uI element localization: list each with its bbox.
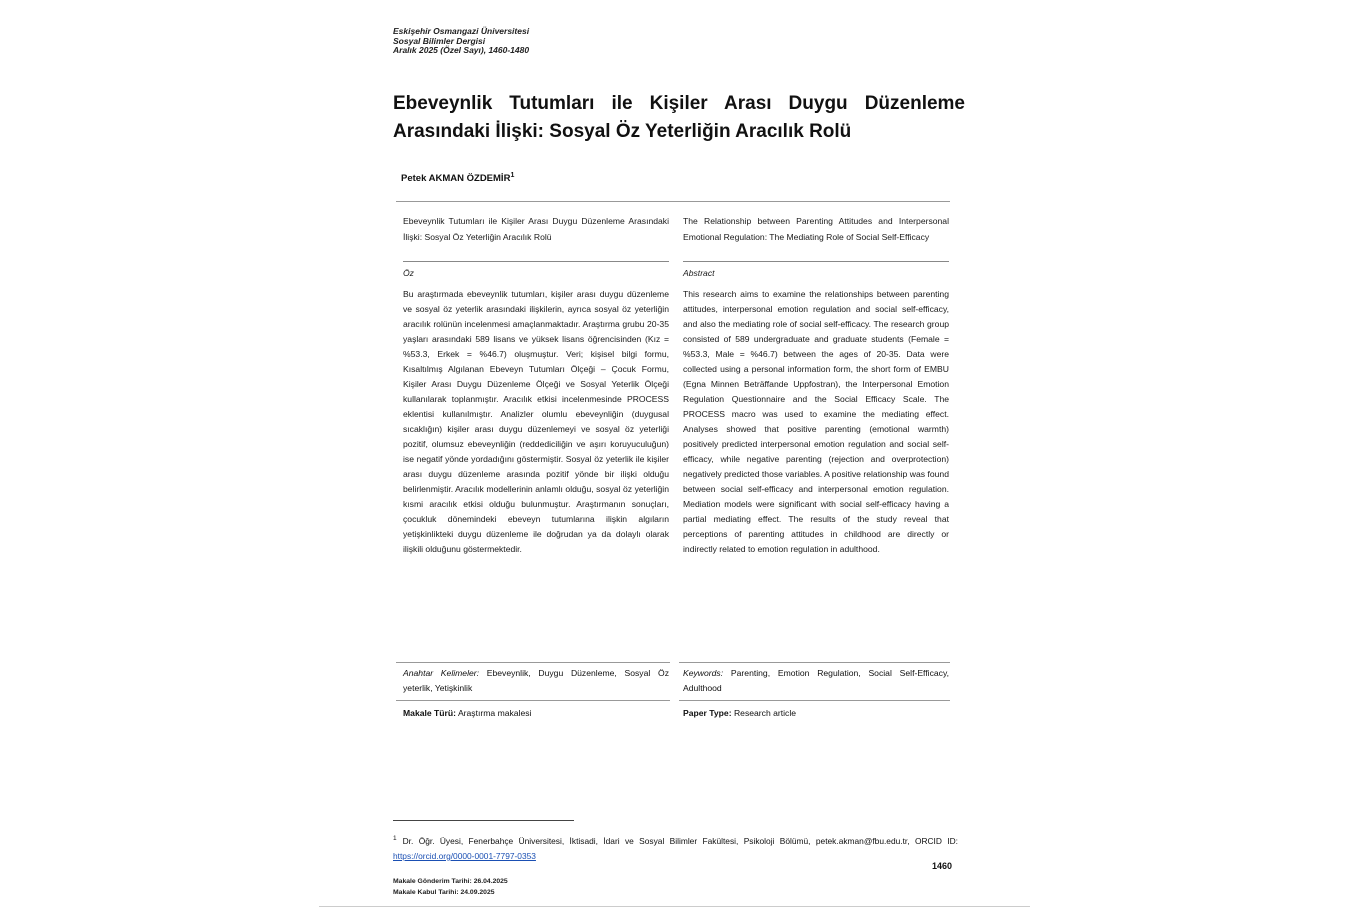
- journal-name: Eskişehir Osmangazi Üniversitesi: [393, 26, 530, 36]
- turkish-column: [403, 214, 669, 557]
- turkish-abstract-heading: Öz: [403, 268, 414, 278]
- english-keywords-value: Parenting, Emotion Regulation, Social Self-Efficacy, Adulthood: [683, 668, 949, 693]
- article-dates: [393, 876, 508, 898]
- author-divider: [396, 201, 950, 202]
- turkish-title: Ebeveynlik Tutumları ile Kişiler Arası Duygu Düzenleme Arasındaki İlişki: Sosyal Öz Yeterliğin Aracılık Rolü: [403, 216, 669, 242]
- orcid-link[interactable]: https://orcid.org/0000-0001-7797-0353: [393, 850, 536, 861]
- author-name: Petek AKMAN ÖZDEMİR: [401, 173, 511, 185]
- footnote: [393, 831, 958, 864]
- footnote-text: Dr. Öğr. Üyesi, Fenerbahçe Üniversitesi, İktisadi, İdari ve Sosyal Bilimler Fakültesi, Psikoloji Bölümü, petek.akman@fbu.edu.tr, ORCID ID:: [402, 835, 958, 846]
- author-footnote-mark: 1: [510, 172, 515, 179]
- english-abstract-heading: Abstract: [683, 268, 715, 278]
- turkish-keywords-divider: [396, 662, 670, 663]
- english-paper-type: [683, 708, 796, 718]
- turkish-papertype-divider: [396, 700, 670, 701]
- author: [401, 172, 514, 184]
- journal-subtitle: Sosyal Bilimler Dergisi: [393, 35, 486, 46]
- english-papertype-divider: [679, 700, 950, 701]
- english-column: [683, 214, 949, 557]
- page-bottom-edge: [319, 906, 1030, 907]
- journal-issue: Aralık 2025 (Özel Sayı), 1460-1480: [393, 45, 530, 55]
- turkish-keywords-label: Anahtar Kelimeler:: [403, 668, 480, 678]
- journal-header: [393, 27, 529, 56]
- turkish-paper-type-label: Makale Türü:: [403, 708, 457, 718]
- english-keywords: [683, 666, 949, 696]
- turkish-paper-type: [403, 708, 531, 718]
- english-paper-type-label: Paper Type:: [683, 708, 732, 718]
- english-abstract: This research aims to examine the relationships between parenting attitudes, interpersonal emotion regulation and social self-efficacy, and also the mediating role of social self-efficacy. The research group consisted of 589 undergraduate and graduate students (Female = %53.3, Male = %46.7) between the ages of 20-35. Data were collected using a personal information form, the short form of EMBU (Egna Minnen Beträffande Uppfostran), the Interpersonal Emotion Regulation Questionnaire and the Social Efficacy Scale. The PROCESS macro was used to examine the mediating effect. Analyses showed that positive parenting (emotional warmth) positively predicted interpersonal emotion regulation and social self-efficacy, while negative parenting (rejection and overprotection) negatively predicted those variables. A positive relationship was found between social self-efficacy and interpersonal emotion regulation. Mediation models were significant with social self-efficacy having a partial mediating effect. The results of the study reveal that perceptions of parenting attitudes in childhood are directly or indirectly related to emotion regulation in adulthood.: [683, 289, 949, 554]
- turkish-abstract: Bu araştırmada ebeveynlik tutumları, kişiler arası duygu düzenleme ve sosyal öz yeterlik arasındaki ilişkilerin, ayrıca sosyal öz yeterliğin aracılık rolünün incelenmesi amaçlanmaktadır. Araştırma grubu 20-35 yaşları arasındaki 589 lisans ve yüksek lisans öğrencisinden (Kız = %53.3, Erkek = %46.7) oluşmuştur. Veri; kişisel bilgi formu, Kısaltılmış Algılanan Ebeveyn Tutumları Ölçeği – Çocuk Formu, Kişiler Arası Duygu Düzenleme Ölçeği ve Sosyal Yeterlik Ölçeği kullanılarak toplanmıştır. Aracılık etkisi incelenmesinde PROCESS eklentisi kullanılmıştır. Analizler olumlu ebeveynliğin (duygusal sıcaklığın) kişiler arası duygu düzenlemeyi ve sosyal öz yeterliği pozitif, olumsuz ebeveynliğin (reddediciliğin ve aşırı koruyuculuğun) ise negatif yönde yordadığını göstermiştir. Sosyal öz yeterlik ile kişiler arası duygu düzenleme arasında pozitif yönde bir ilişki olduğu belirlenmiştir. Aracılık modellerinin anlamlı olduğu, sosyal öz yeterliğin kısmi aracılık etkisi olduğu bulunmuştur. Araştırmanın sonuçları, çocukluk dönemindeki ebeveyn tutumlarına ilişkin algıların yetişkinlikteki duygu düzenleme ile doğrudan ya da dolaylı olarak ilişkili olduğunu göstermektedir.: [403, 289, 669, 554]
- english-title-divider: [683, 261, 949, 262]
- turkish-keywords: [403, 666, 669, 696]
- footnote-divider: [393, 820, 574, 821]
- submission-date: Makale Gönderim Tarihi: 26.04.2025: [393, 878, 508, 885]
- article-title: Ebeveynlik Tutumları ile Kişiler Arası Duygu Düzenleme Arasındaki İlişki: Sosyal Öz Yeterliğin Aracılık Rolü: [393, 93, 965, 142]
- english-title: The Relationship between Parenting Attitudes and Interpersonal Emotional Regulation: The Mediating Role of Social Self-Efficacy: [683, 216, 949, 242]
- english-keywords-label: Keywords:: [683, 668, 724, 678]
- page-number: 1460: [932, 861, 953, 871]
- turkish-paper-type-value: Araştırma makalesi: [457, 708, 532, 718]
- footnote-mark: 1: [393, 835, 397, 842]
- english-keywords-divider: [679, 662, 950, 663]
- turkish-title-divider: [403, 261, 669, 262]
- acceptance-date: Makale Kabul Tarihi: 24.09.2025: [393, 889, 495, 896]
- english-paper-type-value: Research article: [733, 708, 797, 718]
- turkish-keywords-value: Ebeveynlik, Duygu Düzenleme, Sosyal Öz yeterlik, Yetişkinlik: [403, 668, 669, 693]
